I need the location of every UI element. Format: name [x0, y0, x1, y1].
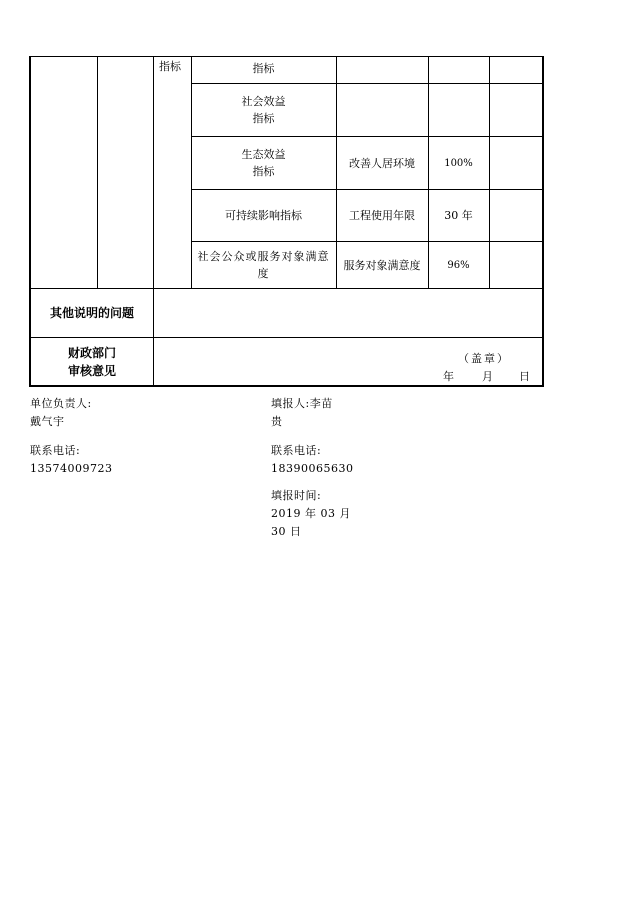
satisfaction-indicator-value: 96%: [447, 259, 470, 271]
date-year-label: 年: [443, 370, 454, 383]
date-day-label: 日: [519, 370, 530, 383]
other-notes-label: 其他说明的问题: [49, 306, 134, 320]
eco-indicator-value: 100%: [444, 157, 473, 169]
indicator-level2-label: 指标: [159, 60, 181, 73]
col-divider: [489, 56, 490, 288]
unit-head-name: 戴气宇: [30, 415, 65, 428]
col-divider: [153, 56, 154, 387]
filler-name-cont: 贵: [271, 415, 283, 428]
date-month-label: 月: [482, 370, 493, 383]
satisfaction-indicator: 社会公众或服务对象满意 度: [197, 250, 330, 280]
eco-indicator-name: 改善人居环境: [349, 156, 415, 170]
fill-date-line1: 2019 年 03 月: [271, 507, 351, 520]
col-divider: [97, 56, 98, 288]
finance-review-label: 财政部门 审核意见: [67, 345, 116, 378]
phone-label-left: 联系电话:: [30, 444, 81, 457]
sustainable-indicator-name: 工程使用年限: [349, 209, 415, 222]
sustainable-impact-indicator: 可持续影响指标: [225, 209, 302, 222]
table-right-border: [542, 56, 544, 387]
fill-date-line2: 30 日: [271, 525, 302, 538]
fill-date-label: 填报时间:: [271, 489, 322, 502]
indicator-level3-label: 指标: [252, 61, 275, 75]
eco-benefit-indicator: 生态效益 指标: [241, 148, 286, 178]
phone-label-right: 联系电话:: [271, 444, 322, 457]
unit-head-label: 单位负责人:: [30, 397, 92, 410]
phone-right: 18390065630: [271, 462, 354, 475]
phone-left: 13574009723: [30, 462, 113, 475]
filler-label: 填报人:李苗: [271, 397, 333, 410]
social-benefit-indicator: 社会效益 指标: [241, 95, 286, 125]
sustainable-indicator-value: 30 年: [444, 209, 473, 222]
satisfaction-indicator-name: 服务对象满意度: [343, 258, 421, 272]
seal-text: （盖章）: [458, 352, 510, 365]
table-bottom-border: [29, 385, 543, 387]
